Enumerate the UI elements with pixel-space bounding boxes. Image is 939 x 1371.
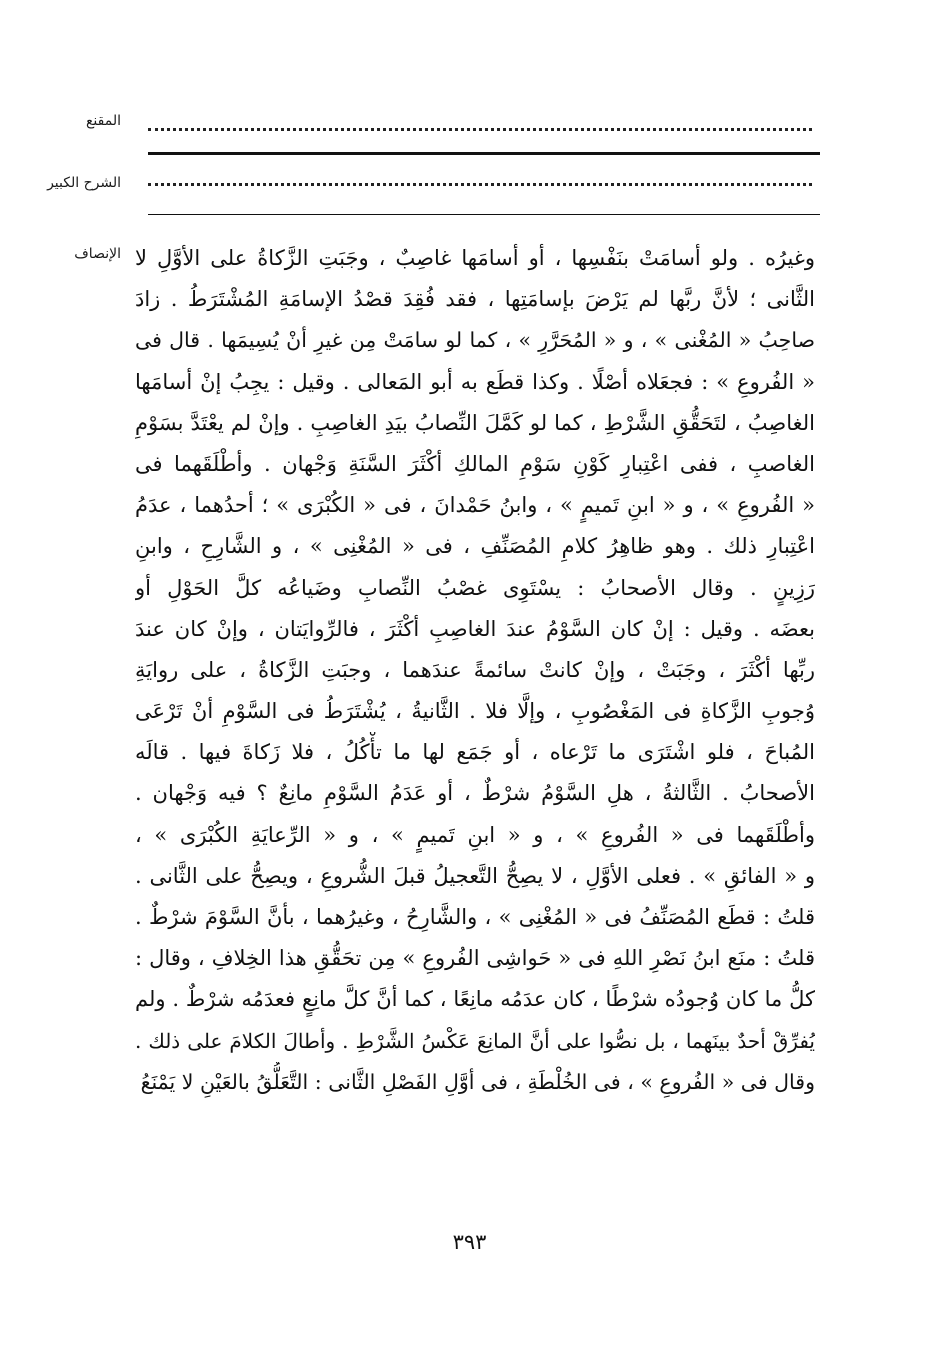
text-line: و « الفائقِ » . فعلى الأوَّلِ ، لا يصِحُّ التَّعجيلُ قبلَ الشُّروعِ ، ويصِحُّ على الثَّانى .	[135, 863, 815, 888]
text-line: وغيرُه . ولو أسامَتْ بنَفْسِها ، أو أسامَها غاصِبٌ ، وجَبَتِ الزَّكاةُ على الأوَّلِ لا	[135, 246, 815, 270]
text-line: وأطْلَقَهما فى « الفُروعِ » ، و « ابنِ تَميمٍ » ، و « الرِّعايَةِ الكُبْرَى » ،	[135, 822, 815, 847]
text-line: « الفُروعِ » ، و « ابنِ تَميمٍ » ، وابنُ حَمْدانَ ، فى « الكُبْرَى » ؛ أحدُهما ، عدَمُ	[135, 493, 815, 518]
text-line: وُجوبِ الزَّكاةِ فى المَغْصُوبِ ، وإلَّا فلا . الثَّانيةُ ، يُشْتَرَطُ فى السَّوْمِ أنْ تَرْعَى	[135, 699, 815, 724]
muqni-label: المقنع	[85, 113, 121, 129]
text-line: المُباحَ ، فلو اشْتَرَى ما تَرْعاه ، أو جَمَع لها ما تأْكُلُ ، فلا زَكاةَ فيها . قالَه	[135, 740, 815, 765]
insaf-label: الإنصاف	[74, 246, 121, 262]
text-line: الأصحابُ . الثَّالثةُ ، هلِ السَّوْمُ شرْطٌ ، أو عَدَمُ السَّوْمِ مانِعٌ ؟ فيه وَجْهان .	[135, 781, 815, 806]
insaf-body-text	[135, 238, 815, 1103]
sharh-separator-rule	[148, 214, 820, 215]
text-line: صاحِبُ « المُغْنى » ، و « المُحَرَّرِ » ، كما لو سامَتْ مِن غيرِ أنْ يُسِيمَها . قال فى	[135, 328, 815, 353]
text-line: كلُّ ما كان وُجودُه شرْطًا ، كان عدَمُه مانِعًا ، كما أنَّ كلَّ مانِعٍ فعدَمُه شرْطٌ . ولم	[135, 987, 815, 1012]
text-line: ربِّها أكْثَرَ ، وجَبَتْ ، وإنْ كانتْ سائمةً عندَهما ، وجبَتِ الزَّكاةُ ، على روايَةِ	[135, 657, 815, 682]
text-line: يُفرِّقْ أحدٌ بينَهما ، بل نصُّوا على أنَّ المانِعَ عَكْسُ الشَّرْطِ . وأطالَ الكلامَ على ذلك .	[135, 1028, 815, 1053]
muqni-dotted-line	[148, 128, 812, 131]
text-line: بعضَه . وقيل : إنْ كان السَّوْمُ عندَ الغاصِبِ أكْثَرَ ، فالرِّوايَتان ، وإنْ كان عندَ	[135, 616, 815, 641]
text-line: قلتُ : قطَع المُصَنِّفُ فى « المُغْنِى » ، والشَّارِحُ ، وغيرُهما ، بأنَّ السَّوْمَ شرْطٌ .	[135, 905, 815, 929]
text-line: الثَّانى ؛ لأنَّ ربَّها لم يَرْضَ بإسامَتِها ، فقد فُقِدَ قصْدُ الإسامَةِ المُشْتَرَطُ . زادَ	[135, 287, 815, 312]
text-line: الغاصِبُ ، لتَحَقُّقِ الشَّرْطِ ، كما لو كَمَّلَ النِّصابُ بيَدِ الغاصِبِ . وإنْ لم يعْتَدَّ بسَوْمِ	[135, 410, 815, 435]
text-line: قلتُ : منَع ابنُ نَصْرِ اللهِ فى « حَواشِى الفُروعِ » مِن تحَقُّقِ هذا الخِلافِ ، وقال :	[135, 946, 815, 971]
text-line: « الفُروعِ » : فجعَلاه أصْلًا . وكذا قطَع به أبو المَعالى . وقيل : يجِبُ إنْ أسامَها	[135, 369, 815, 394]
text-line: رَزِينٍ . وقال الأصحابُ : يسْتَوِى غصْبُ النِّصابِ وضَياعُه كلَّ الحَوْلِ أو	[135, 575, 815, 600]
text-line: الغاصبِ ، ففى اعْتِبارِ كَوْنِ سَوْمِ المالكِ أكْثَرَ السَّنَةِ وَجْهان . وأطْلَقَهما فى	[135, 451, 815, 476]
muqni-separator-rule	[148, 152, 820, 155]
sharh-dotted-line	[148, 183, 812, 186]
text-line: اعْتِبارِ ذلك . وهو ظاهِرُ كلامِ المُصَنِّفِ ، فى « المُغْنِى » ، و الشَّارِحِ ، وابنِ	[135, 534, 815, 559]
page-number: ٣٩٣	[452, 1230, 487, 1254]
text-line: وقال فى « الفُروعِ » ، فى الخُلْطَةِ ، فى أوَّلِ الفَصْلِ الثَّانى : التَّعَلُّقُ بالعَيْنِ لا يَمْنَعُ	[140, 1069, 815, 1094]
sharh-kabir-label: الشرح الكبير	[47, 175, 121, 191]
